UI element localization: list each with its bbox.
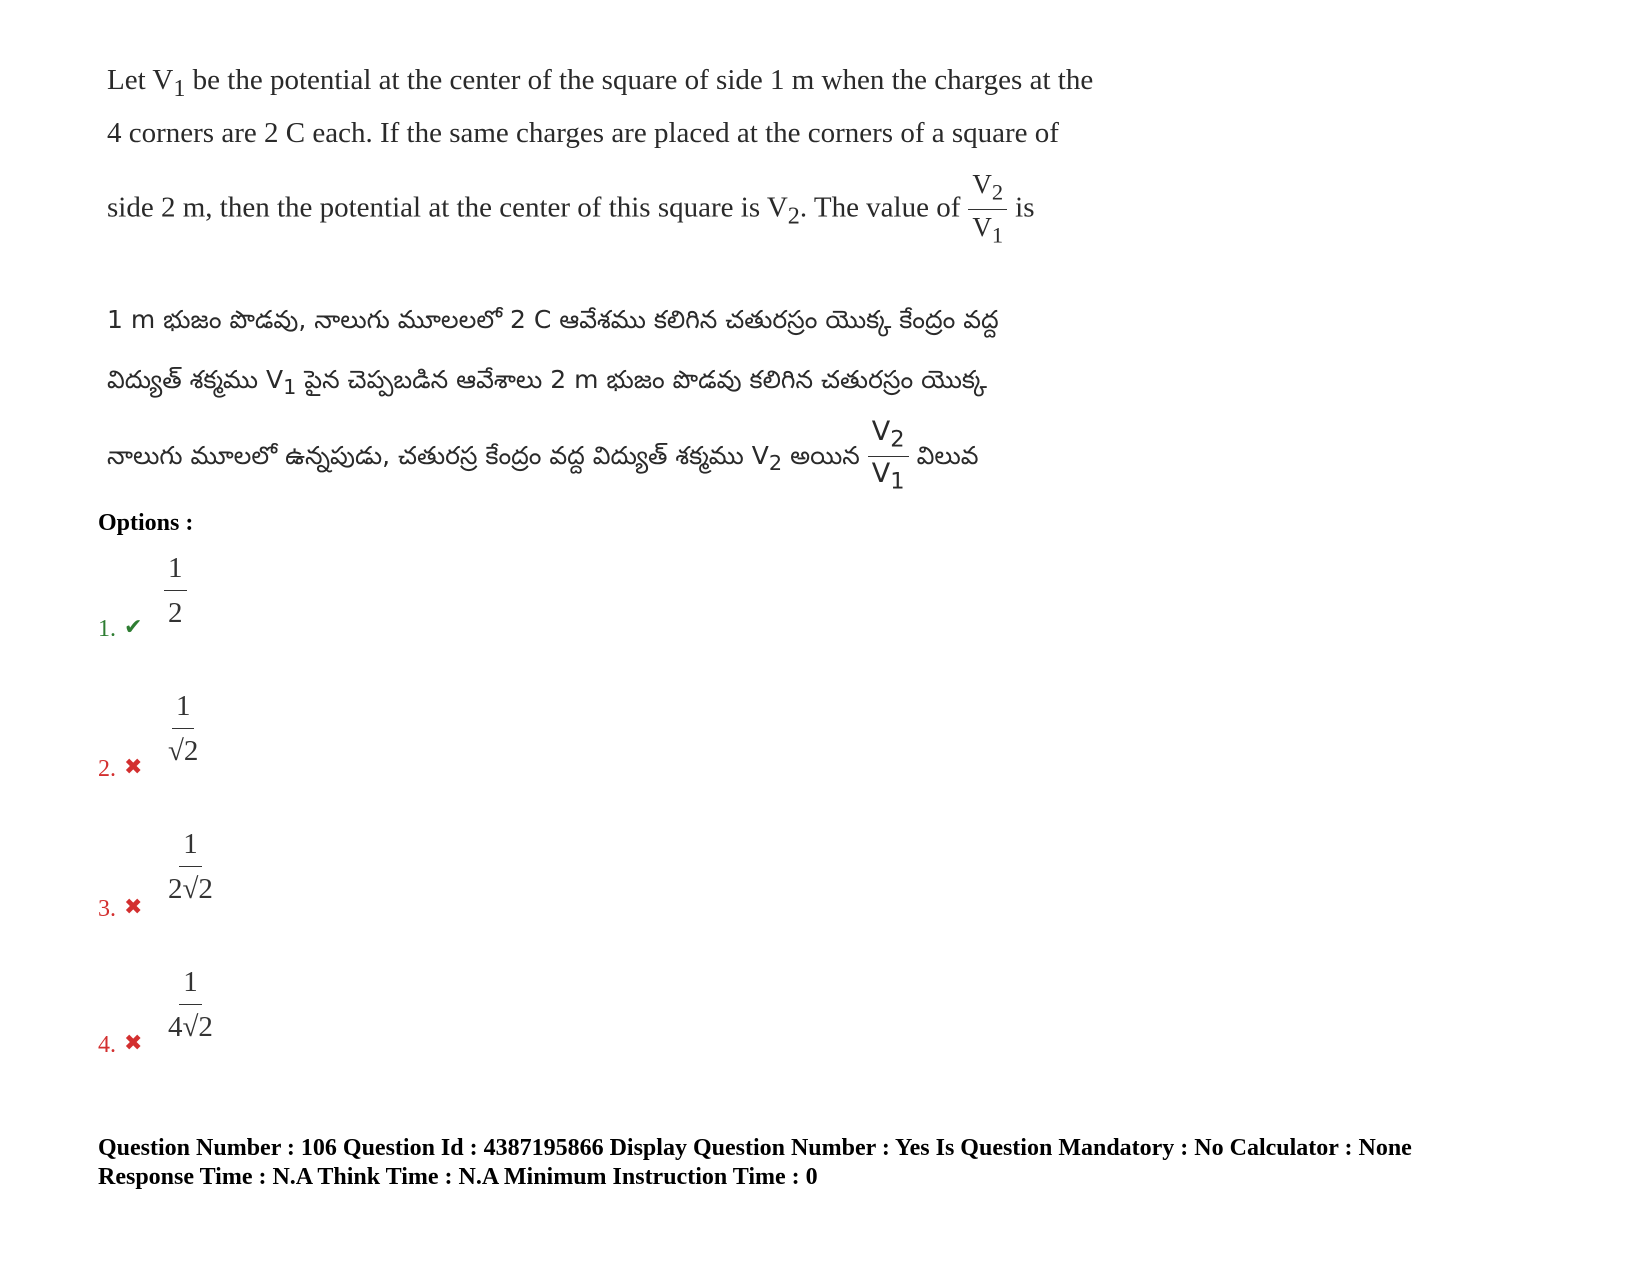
option-1[interactable] — [98, 550, 398, 660]
metadata-line-1: Question Number : 106 Question Id : 4387195866 Display Question Number : Yes Is Question Mandatory : No Calculator : None — [98, 1135, 1412, 1161]
option-3-fraction: $\frac{1}{2√2}$ — [168, 828, 213, 905]
option-4-fraction: $\frac{1}{4√2}$ — [168, 966, 213, 1043]
options-label: Options : — [98, 510, 194, 536]
wrong-cross-icon: ✖ — [124, 754, 143, 779]
question-english — [107, 58, 1217, 251]
option-2-number: 2. — [98, 756, 116, 782]
option-3[interactable] — [98, 826, 398, 936]
wrong-cross-icon: ✖ — [124, 1030, 143, 1055]
question-telugu — [107, 290, 1217, 497]
option-1-number: 1. — [98, 616, 116, 642]
option-3-number: 3. — [98, 896, 116, 922]
question-line-1: Let $V_1$ be the potential at the center of the square of side 1 m when the charges at the — [107, 64, 1094, 102]
telugu-line-2: విద్యుత్ శక్మము $V_1$ పైన చెప్పబడిన ఆవేశాలు 2 m భుజం పొడవు కలిగిన చతురస్రం యొక్క — [107, 365, 987, 399]
option-1-fraction: $\frac{1}{2}$ — [164, 550, 187, 631]
option-4[interactable] — [98, 964, 398, 1074]
correct-check-icon: ✔ — [124, 614, 143, 639]
question-metadata — [98, 1134, 1618, 1192]
option-4-number: 4. — [98, 1032, 116, 1058]
ratio-fraction: $\frac{V_2}{V_1}$ — [968, 169, 1007, 251]
option-2[interactable] — [98, 688, 398, 798]
question-line-2: 4 corners are 2 C each. If the same charges are placed at the corners of a square of — [107, 116, 1059, 149]
question-line-3: side 2 m, then the potential at the center of this square is $V_2$. The value of $\frac{V_2}{V_1}$ is — [107, 169, 1217, 251]
telugu-line-1: 1 m భుజం పొడవు, నాలుగు మూలలలో 2 C ఆవేశము కలిగిన చతురస్రం యొక్క కేంద్రం వద్ద — [107, 305, 999, 334]
option-2-fraction: $\frac{1}{√2}$ — [168, 690, 199, 767]
telugu-line-3: నాలుగు మూలలో ఉన్నపుడు, చతురస్ర కేంద్రం వద్ద విద్యుత్ శక్మము $V_2$ అయిన $\frac{V_2}{V_1}$ విలువ — [107, 416, 979, 495]
wrong-cross-icon: ✖ — [124, 894, 143, 919]
metadata-line-2: Response Time : N.A Think Time : N.A Minimum Instruction Time : 0 — [98, 1164, 818, 1190]
telugu-ratio-fraction: $\frac{V_2}{V_1}$ — [868, 417, 909, 497]
